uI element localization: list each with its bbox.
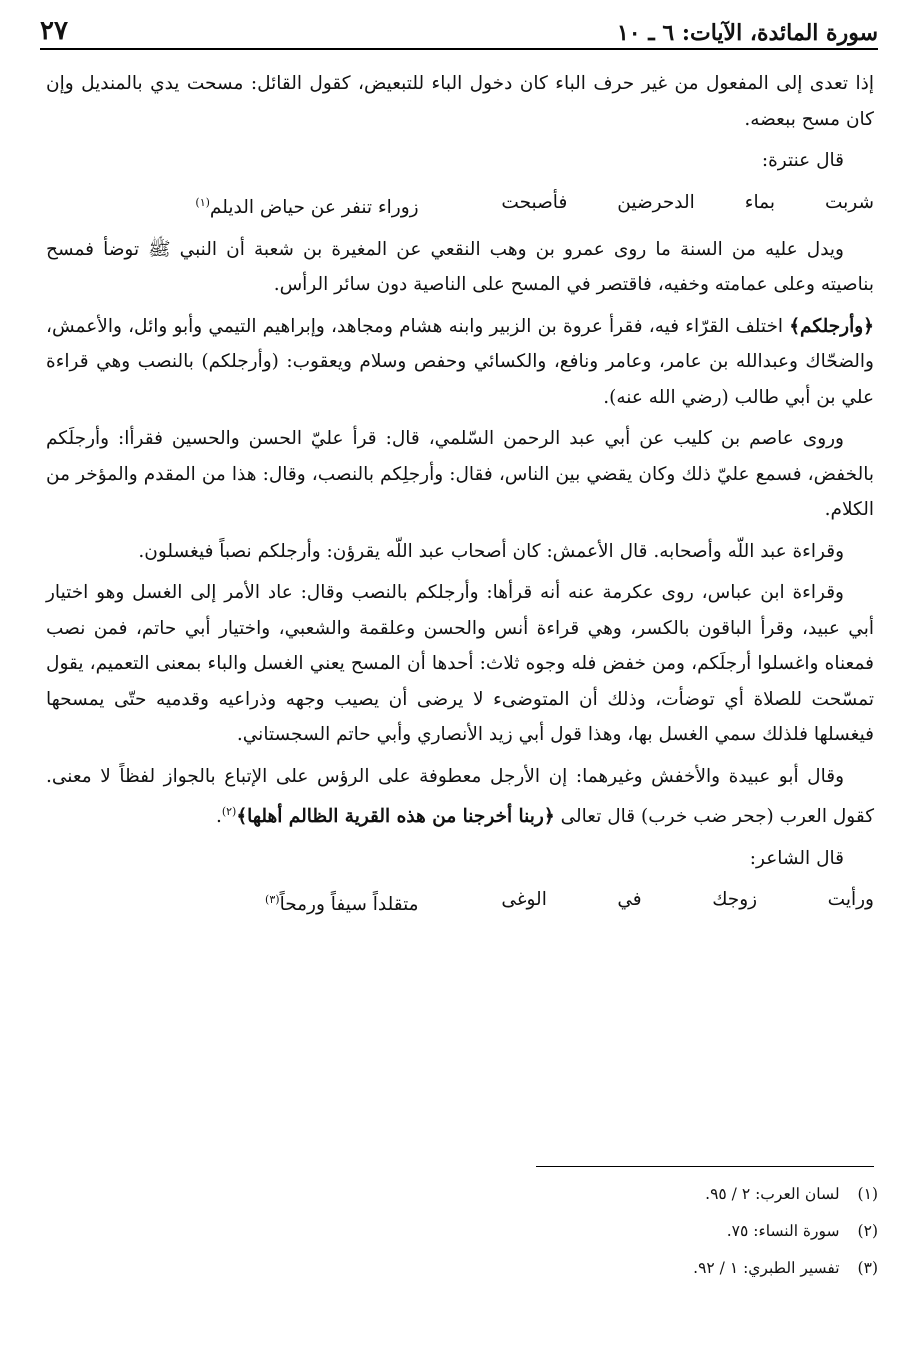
footnote-text: لسان العرب: ٢ / ٩٥.: [705, 1185, 840, 1203]
arjulakum-text: [46, 309, 874, 416]
page-header: [40, 0, 878, 50]
verse-antara-first-hemistich: شربت بماء الدحرضين فأصبحت: [501, 191, 874, 213]
footnote-divider: [536, 1166, 874, 1167]
verse-poet-second-text: متقلداً سيفاً ورمحاً: [279, 894, 419, 916]
footnote-text: تفسير الطبري: ١ / ٩٢.: [693, 1259, 840, 1277]
verse-poet: [46, 882, 874, 923]
abu-ubayda-body: وقال أبو عبيدة والأخفش وغيرهما: إن الأرجل معطوفة على الرؤس على الإتباع بالجواز لفظاً لا معنى. كقول العرب (جحر ضب خرب) قال تعالى: [46, 765, 874, 828]
running-title: سورة المائدة، الآيات: ٦ ـ ١٠: [616, 20, 878, 46]
footnote-number: (١): [857, 1185, 878, 1203]
page-number: ٢٧: [40, 16, 68, 46]
quran-verse-quote: ﴿ربنا أخرجنا من هذه القرية الظالم أهلها﴾: [236, 806, 555, 828]
paragraph-1-text: إذا تعدى إلى المفعول من غير حرف الباء كان دخول الباء للتبعيض، كقول القائل: مسحت يدي بالمنديل وإن كان مسح ببعضه.: [46, 73, 874, 130]
paragraph-sunnah: [46, 232, 874, 303]
paragraph-abdullah: [46, 534, 874, 570]
paragraph-1: [46, 66, 874, 137]
footnote-ref-2: (٢): [221, 805, 237, 819]
footnote-item: [693, 1213, 878, 1250]
asim-text: وروى عاصم بن كليب عن أبي عبد الرحمن السّلمي، قال: قرأ عليّ الحسن والحسين فقرأا: وأرجلَكم بالخفض، فسمع عليّ ذلك وكان يقضي بين الناس، فقال: وأرجلِكم بالنصب، وقال: هذا من المقدم والمؤخر من الكلام.: [46, 428, 874, 521]
poet-intro-text: قال الشاعر:: [749, 847, 844, 869]
antara-intro-text: قال عنترة:: [761, 150, 844, 171]
verse-poet-second-hemistich: [46, 882, 419, 923]
paragraph-asim: [46, 421, 874, 528]
paragraph-poet-intro: [46, 841, 874, 877]
paragraph-arjulakum: [46, 309, 874, 416]
footnote-text: سورة النساء: ٧٥.: [726, 1222, 840, 1240]
footnote-ref-3: (٣): [265, 893, 280, 907]
footnote-ref-1: (١): [195, 195, 210, 209]
quran-phrase-arjulakum: ﴿وأرجلكم﴾: [789, 315, 874, 337]
page-body: [46, 66, 874, 929]
ibn-abbas-text: وقراءة ابن عباس، روى عكرمة عنه أنه قرأها: وأرجلكم بالنصب وقال: عاد الأمر إلى الغسل وهو اختيار أبي عبيد، وقرأ الباقون بالكسر، وهي قراءة أنس والحسن وعلقمة والشعبي، واختيار أبي حاتم، فمن نصب فمعناه واغسلوا أرجلَكم، ومن خفض فله وجوه ثلاث: أحدها أن المسح يعني الغسل والباء بمعنى التعميم، يقول تمسّحت للصلاة أي توضأت، وذلك أن المتوضىء لا يرضى أن يصيب وجهه وذراعيه وقدميه حتّى يمسحها فيغسلها فلذلك سمي الغسل بها، وهذا قول أبي زيد الأنصاري وأبي حاتم السجستاني.: [46, 582, 874, 746]
abu-ubayda-end: .: [215, 806, 222, 828]
abdullah-text: وقراءة عبد اللّه وأصحابه. قال الأعمش: كان أصحاب عبد اللّه يقرؤن: وأرجلكم نصباً فيغسلون.: [138, 540, 844, 562]
footnote-number: (٢): [857, 1222, 878, 1240]
verse-antara-second-text: زوراء تنفر عن حياض الديلم: [209, 196, 419, 218]
abu-ubayda-text: [46, 759, 874, 835]
footnotes: [693, 1176, 878, 1287]
paragraph-abu-ubayda: [46, 759, 874, 835]
verse-poet-first-hemistich: ورأيت زوجك في الوغى: [501, 889, 874, 911]
footnote-item: [693, 1176, 878, 1213]
verse-antara: [46, 185, 874, 226]
arjulakum-body: اختلف القرّاء فيه، فقرأ عروة بن الزبير وابنه هشام ومجاهد، وإبراهيم التيمي وأبو وائل، والأعمش، والضحّاك وعبدالله بن عامر، وعامر ونافع، والكسائي وحفص وسلام ويعقوب: (وأرجلكم) بالنصب وهي قراءة علي بن أبي طالب (رضي الله عنه).: [46, 315, 874, 408]
verse-antara-second-hemistich: [46, 185, 419, 226]
paragraph-antara-intro: [46, 143, 874, 179]
sunnah-text: ويدل عليه من السنة ما روى عمرو بن وهب النقعي عن المغيرة بن شعبة أن النبي ﷺ توضأ فمسح بناصيته وعلى عمامته وخفيه، فاقتصر في المسح على الناصية دون سائر الرأس.: [46, 238, 874, 296]
footnote-number: (٣): [857, 1259, 878, 1277]
paragraph-ibn-abbas: [46, 575, 874, 753]
footnote-item: [693, 1250, 878, 1287]
